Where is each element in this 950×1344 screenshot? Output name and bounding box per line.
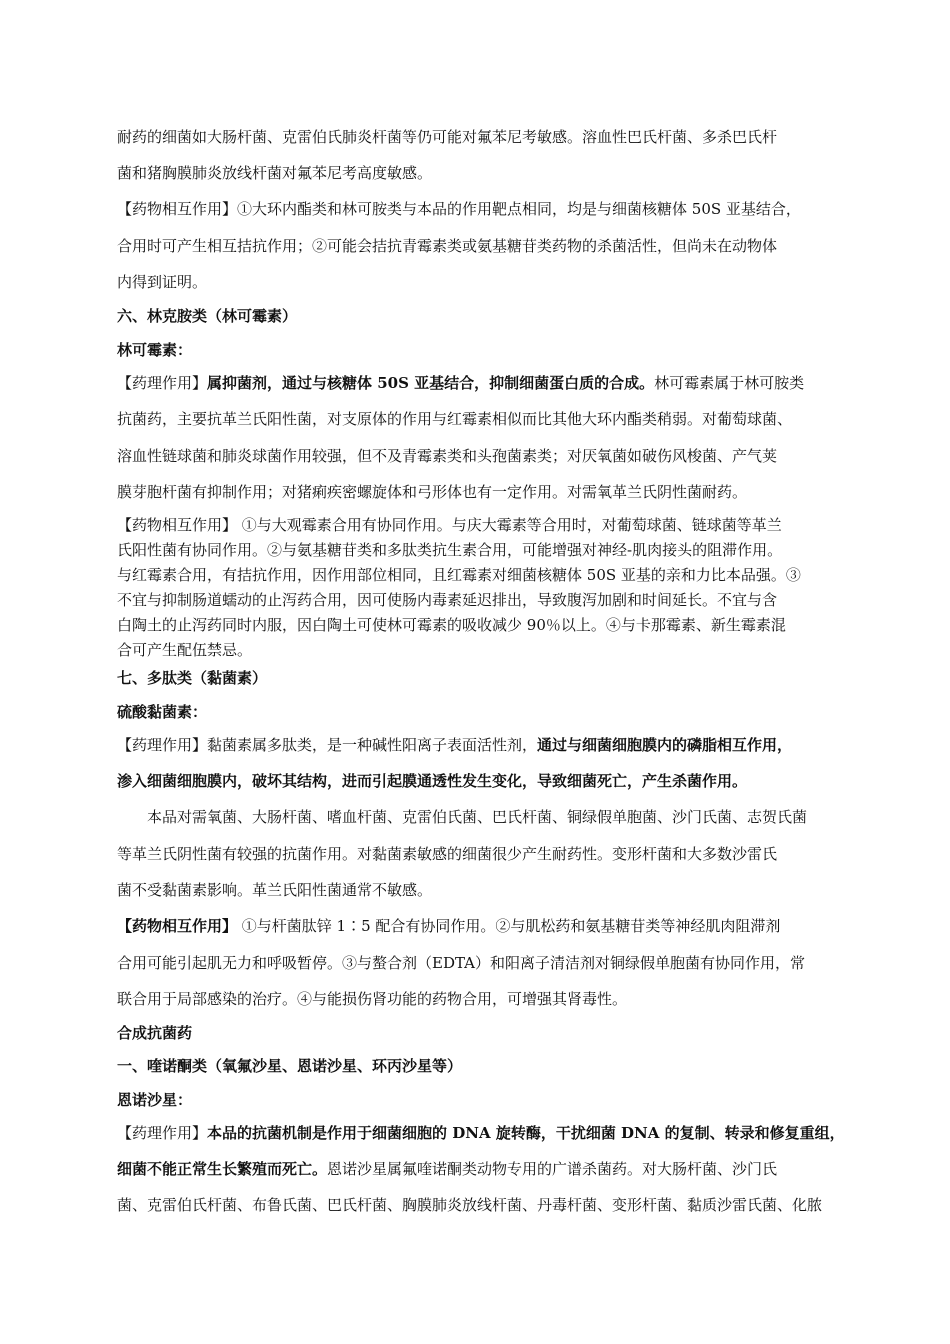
section-heading [117,667,857,689]
paragraph-line [117,1158,857,1180]
paragraph-line [117,372,857,394]
paragraph-line [117,843,857,865]
paragraph-line [117,915,857,937]
section-heading [117,305,857,327]
text-run: 合用可能引起肌无力和呼吸暂停。③与螯合剂（EDTA）和阳离子清洁剂对铜绿假单胞菌有协同作用，常 [117,954,805,972]
text-run: 氏阳性菌有协同作用。②与氨基糖苷类和多肽类抗生素合用，可能增强对神经-肌肉接头的阻滞作用。 [117,541,783,559]
text-run: 【药理作用】 [117,736,208,754]
paragraph-line [117,198,857,220]
paragraph-line [117,271,857,293]
drug-heading [117,339,857,361]
paragraph-line [117,1122,857,1144]
paragraph-line [117,639,857,661]
text-run: 一、喹诺酮类（氧氟沙星、恩诺沙星、环丙沙星等） [117,1057,463,1075]
text-run: 林可霉素： [117,341,193,359]
paragraph-line [117,988,857,1010]
text-run: 【药物相互作用】①大环内酯类和林可胺类与本品的作用靶点相同，均是与细菌核糖体 50S 亚基结合， [117,200,801,218]
paragraph-line [117,162,857,184]
text-run: 【药理作用】 [117,374,208,392]
text-run: 【药物相互作用】 ①与大观霉素合用有协同作用。与庆大霉素等合用时，对葡萄球菌、链球菌等革兰 [117,516,782,534]
text-run: 与红霉素合用，有拮抗作用，因作用部位相同，且红霉素对细菌核糖体 50S 亚基的亲和力比本品强。③ [117,566,801,584]
text-run: 恩诺沙星属氟喹诺酮类动物专用的广谱杀菌药。对大肠杆菌、沙门氏 [327,1160,778,1178]
paragraph-line [117,539,857,561]
text-run: 细菌不能正常生长繁殖而死亡。 [117,1160,328,1178]
text-run: 耐药的细菌如大肠杆菌、克雷伯氏肺炎杆菌等仍可能对氟苯尼考敏感。溶血性巴氏杆菌、多杀巴氏杆 [117,128,778,146]
paragraph-line [117,564,857,586]
paragraph-line [117,126,857,148]
paragraph-line [117,514,857,536]
text-run: 恩诺沙星： [117,1091,193,1109]
text-run: 属抑菌剂，通过与核糖体 50S 亚基结合，抑制细菌蛋白质的合成。 [207,374,655,392]
text-run: 本品对需氧菌、大肠杆菌、嗜血杆菌、克雷伯氏菌、巴氏杆菌、铜绿假单胞菌、沙门氏菌、志贺氏菌 [147,808,808,826]
text-run: 合成抗菌药 [117,1024,193,1042]
paragraph-line [117,1194,857,1216]
text-run: 抗菌药，主要抗革兰氏阳性菌，对支原体的作用与红霉素相似而比其他大环内酯类稍弱。对葡萄球菌、 [117,410,793,428]
text-run: 联合用于局部感染的治疗。④与能损伤肾功能的药物合用，可增强其肾毒性。 [117,990,628,1008]
text-run: ①与杆菌肽锌 1∶5 配合有协同作用。②与肌松药和氨基糖苷类等神经肌肉阻滞剂 [237,917,781,935]
text-run: 合可产生配伍禁忌。 [117,641,253,659]
text-run: 通过与细菌细胞膜内的磷脂相互作用， [537,736,793,754]
text-run: 菌不受黏菌素影响。革兰氏阳性菌通常不敏感。 [117,881,433,899]
text-run: 【药物相互作用】 [117,917,238,935]
text-run: 合用时可产生相互拮抗作用；②可能会拮抗青霉素类或氨基糖苷类药物的杀菌活性，但尚未在动物体 [117,237,778,255]
paragraph-line [117,614,857,636]
paragraph-line [117,408,857,430]
text-run: 菌、克雷伯氏杆菌、布鲁氏菌、巴氏杆菌、胸膜肺炎放线杆菌、丹毒杆菌、变形杆菌、黏质沙雷氏菌、化脓 [117,1196,823,1214]
text-run: 膜芽胞杆菌有抑制作用；对猪痢疾密螺旋体和弓形体也有一定作用。对需氧革兰氏阴性菌耐药。 [117,483,748,501]
drug-heading [117,701,857,723]
text-run: 溶血性链球菌和肺炎球菌作用较强，但不及青霉素类和头孢菌素类；对厌氧菌如破伤风梭菌、产气荚 [117,447,778,465]
paragraph-line [117,734,857,756]
text-run: 本品的抗菌机制是作用于细菌细胞的 DNA 旋转酶，干扰细菌 DNA 的复制、转录和修复重组， [207,1124,845,1142]
section-heading [117,1055,857,1077]
paragraph-line [117,481,857,503]
paragraph-line [117,879,857,901]
drug-heading [117,1089,857,1111]
text-run: 黏菌素属多肽类，是一种碱性阳离子表面活性剂， [207,736,538,754]
text-run: 等革兰氏阴性菌有较强的抗菌作用。对黏菌素敏感的细菌很少产生耐药性。变形杆菌和大多数沙雷氏 [117,845,778,863]
paragraph-line [117,952,857,974]
text-run: 林可霉素属于林可胺类 [654,374,805,392]
section-heading [117,1022,857,1044]
text-run: 内得到证明。 [117,273,208,291]
paragraph-line [117,235,857,257]
text-run: 白陶土的止泻药同时内服，因白陶土可使林可霉素的吸收减少 90％以上。④与卡那霉素、新生霉素混 [117,616,786,634]
text-run: 不宜与抑制肠道蠕动的止泻药合用，因可使肠内毒素延迟排出，导致腹泻加剧和时间延长。不宜与含 [117,591,778,609]
text-run: 菌和猪胸膜肺炎放线杆菌对氟苯尼考高度敏感。 [117,164,433,182]
paragraph-line [117,589,857,611]
paragraph-line [117,770,857,792]
text-run: 七、多肽类（黏菌素） [117,669,268,687]
text-run: 渗入细菌细胞膜内，破坏其结构，进而引起膜通透性发生变化，导致细菌死亡，产生杀菌作用。 [117,772,748,790]
text-run: 六、林克胺类（林可霉素） [117,307,298,325]
paragraph-line [147,806,887,828]
paragraph-line [117,445,857,467]
text-run: 【药理作用】 [117,1124,208,1142]
text-run: 硫酸黏菌素： [117,703,208,721]
